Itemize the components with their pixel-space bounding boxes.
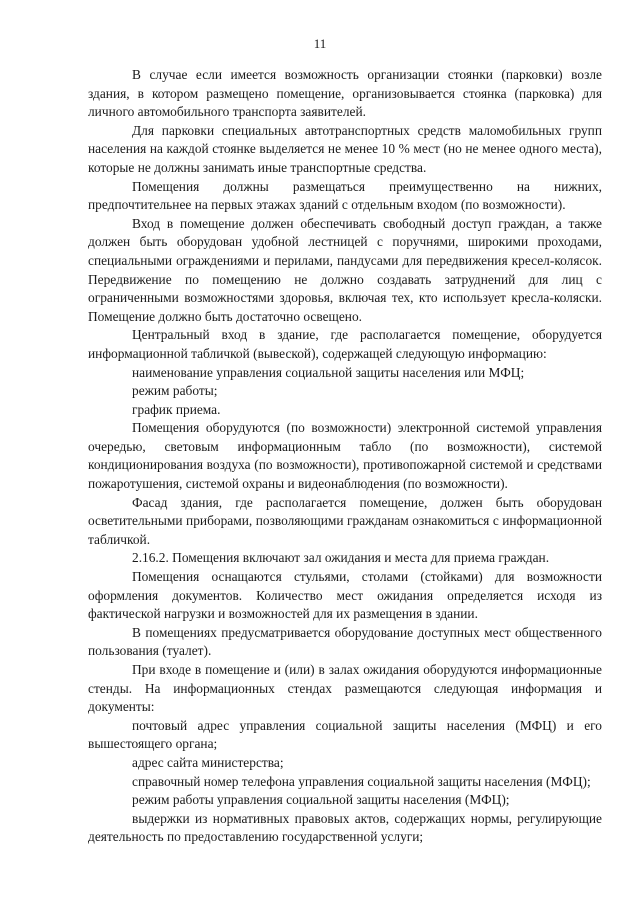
paragraph-facade: Фасад здания, где располагается помещение, должен быть оборудован осветительными приборами, позволяющими гражданам ознакомиться с информационной табличкой. (88, 494, 602, 547)
list-item-legal-extracts: выдержки из нормативных правовых актов, содержащих нормы, регулирующие деятельность по предоставлению государственной услуги; (88, 810, 602, 845)
paragraph-disabled-parking: Для парковки специальных автотранспортных средств маломобильных групп населения на каждой стоянке выделяется не менее 10 % мест (но не менее одного места), которые не должны занимать иные транспортные средства. (88, 122, 602, 175)
paragraph-entrance-access: Вход в помещение должен обеспечивать свободный доступ граждан, а также должен быть оборудован удобной лестницей с поручнями, широкими проходами, специальными ограждениями и перилами, пандусами для передвижения кресел-колясок. Передвижение по помещению не должно создавать затруднений для лиц с ограниченными возможностями здоровья, включая тех, кто использует кресла-коляски. Помещение должно быть достаточно освещено. (88, 215, 602, 324)
list-item-office-hours: режим работы управления социальной защиты населения (МФЦ); (132, 792, 510, 808)
paragraph-floor-placement: Помещения должны размещаться преимущественно на нижних, предпочтительнее на первых этажах зданий с отдельным входом (по возможности). (88, 178, 602, 213)
paragraph-seating: Помещения оснащаются стульями, столами (стойками) для возможности оформления документов. Количество мест ожидания определяется исходя из фактической нагрузки и возможностей для их размещения в здании. (88, 569, 602, 622)
list-item-institution-name: наименование управления социальной защиты населения или МФЦ; (132, 364, 525, 380)
paragraph-toilets: В помещениях предусматривается оборудование доступных мест общественного пользования (туалет). (88, 624, 602, 659)
list-item-reception-schedule: график приема. (132, 401, 221, 417)
paragraph-equipment: Помещения оборудуются (по возможности) электронной системой управления очередью, световым информационным табло (по возможности), системой кондиционирования воздуха (по возможности), противопожарной системой и средствами пожаротушения, системой охраны и видеонаблюдения (по возможности). (88, 420, 602, 492)
list-item-postal-address: почтовый адрес управления социальной защиты населения (МФЦ) и его вышестоящего органа; (88, 717, 602, 752)
paragraph-parking: В случае если имеется возможность организации стоянки (парковки) возле здания, в котором размещено помещение, организовывается стоянка (парковка) для личного автомобильного транспорта заявителей. (88, 67, 602, 120)
paragraph-central-entrance: Центральный вход в здание, где располагается помещение, оборудуется информационной табличкой (вывеской), содержащей следующую информацию: (88, 327, 602, 361)
list-item-phone-number: справочный номер телефона управления социальной защиты населения (МФЦ); (132, 773, 591, 789)
list-item-ministry-site: адрес сайта министерства; (132, 754, 284, 770)
paragraph-section-2-16-2: 2.16.2. Помещения включают зал ожидания и места для приема граждан. (132, 550, 550, 566)
paragraph-info-stands: При входе в помещение и (или) в залах ожидания оборудуются информационные стенды. На информационных стендах размещаются следующая информация и документы: (88, 662, 602, 715)
list-item-work-mode: режим работы; (132, 383, 218, 399)
page-number: 11 (313, 36, 327, 51)
document-body (88, 66, 602, 847)
